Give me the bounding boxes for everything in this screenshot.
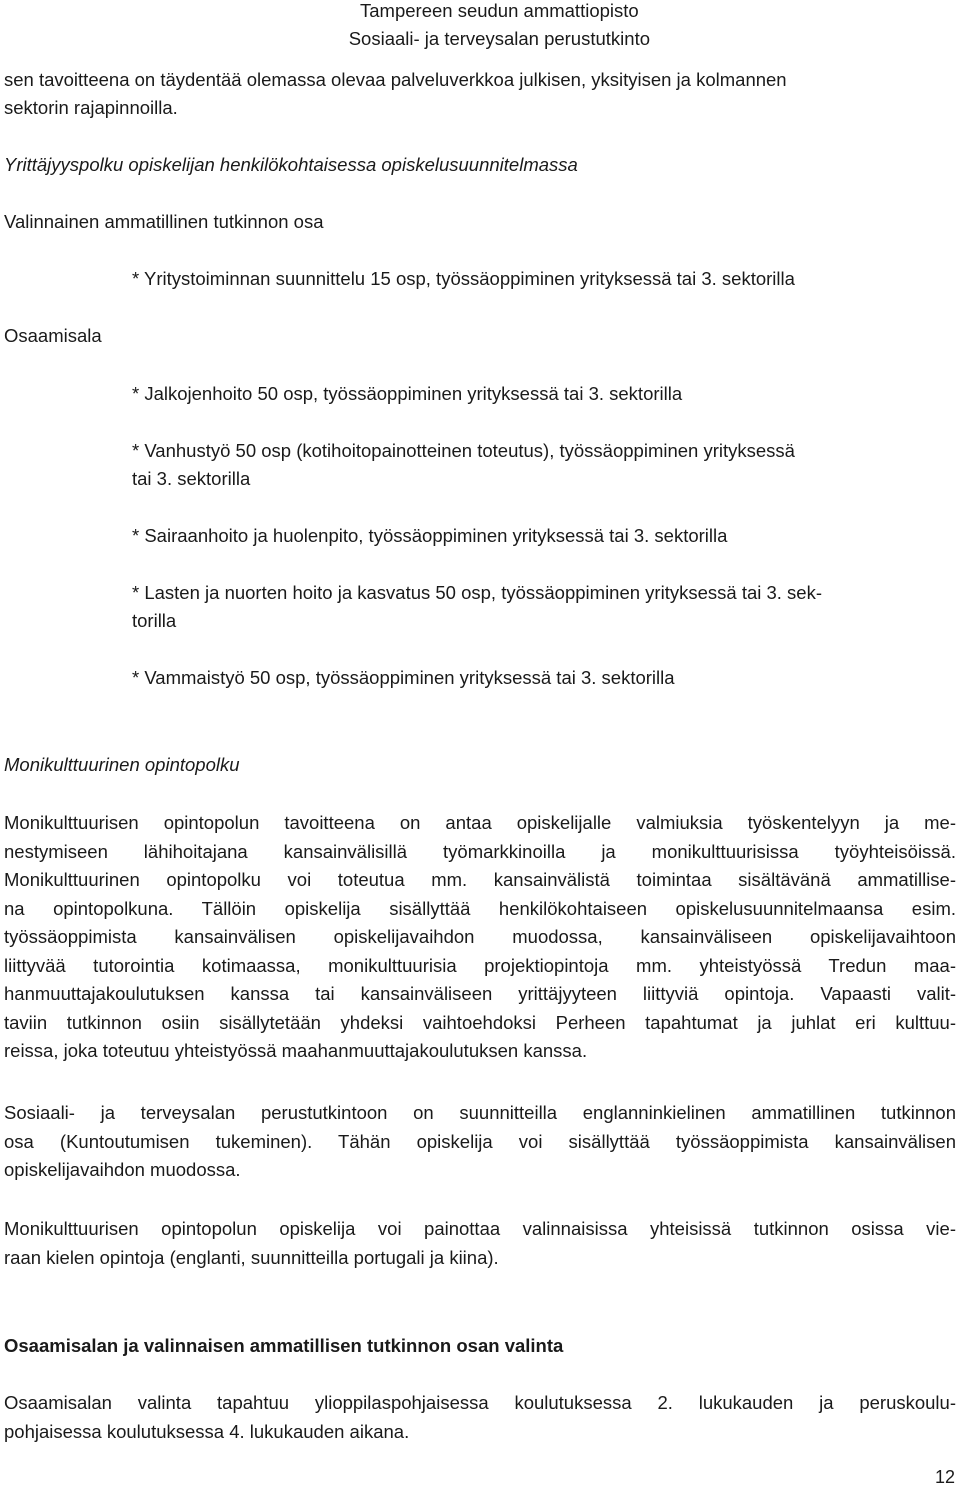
program-item: * Jalkojenhoito 50 osp, työssäoppiminen yrityksessä tai 3. sektorilla [132,383,683,404]
paragraph-line: hanmuuttajakoulutuksen kanssa tai kansainväliseen yrittäjyyteen liittyviä opintoja. Vapaasti valit- [4,983,956,1004]
program-item-continued: tai 3. sektorilla [132,468,251,489]
program-item: * Vanhustyö 50 osp (kotihoitopainotteinen toteutus), työssäoppiminen yrityksessä [132,440,795,461]
paragraph-line: Sosiaali- ja terveysalan perustutkintoon on suunnitteilla englanninkielinen ammatillinen tutkinnon [4,1102,956,1123]
paragraph-line: Monikulttuurisen opintopolun tavoitteena on antaa opiskelijalle valmiuksia työskentelyyn ja me- [4,812,956,833]
intro-line-1: sen tavoitteena on täydentää olemassa olevaa palveluverkkoa julkisen, yksityisen ja kolmannen [4,69,787,90]
selection-heading: Osaamisalan ja valinnaisen ammatillisen tutkinnon osan valinta [4,1335,564,1356]
program-item: * Sairaanhoito ja huolenpito, työssäoppiminen yrityksessä tai 3. sektorilla [132,525,728,546]
optional-unit-item: * Yritystoiminnan suunnittelu 15 osp, työssäoppiminen yrityksessä tai 3. sektorilla [132,268,795,289]
entrepreneur-path-heading: Yrittäjyyspolku opiskelijan henkilökohtaisessa opiskelusuunnitelmassa [4,154,578,175]
selection-paragraph [4,1389,956,1446]
page-number: 12 [934,1467,955,1487]
paragraph-line: osa (Kuntoutumisen tukeminen). Tähän opiskelija voi sisällyttää työssäoppimista kansainvälisen [4,1130,956,1152]
paragraph-line: pohjaisessa koulutuksessa 4. lukukauden aikana. [4,1420,410,1442]
header-school: Tampereen seudun ammattiopisto [360,0,639,21]
paragraph-line: na opintopolkuna. Tällöin opiskelija sisällyttää henkilökohtaiseen opiskelusuunnitelmaansa esim. [4,897,956,919]
paragraph-line: reissa, joka toteutuu yhteistyössä maahanmuuttajakoulutuksen kanssa. [4,1040,588,1061]
program-label: Osaamisala [4,325,102,346]
paragraph-line: nestymiseen lähihoitajana kansainvälisillä työmarkkinoilla ja monikulttuurisissa työyhteisöissä. [4,840,956,862]
multicultural-paragraph-2 [4,1099,956,1185]
paragraph-line: Osaamisalan valinta tapahtuu ylioppilaspohjaisessa koulutuksessa 2. lukukauden ja peruskoulu- [4,1392,956,1413]
paragraph-line: Monikulttuurinen opintopolku voi toteutua mm. kansainvälistä toimintaa sisältävänä ammatillise- [4,869,956,890]
paragraph-line: opiskelijavaihdon muodossa. [4,1159,241,1180]
paragraph-line: raan kielen opintoja (englanti, suunnitteilla portugali ja kiina). [4,1246,499,1268]
program-item: * Lasten ja nuorten hoito ja kasvatus 50 osp, työssäoppiminen yrityksessä tai 3. sek- [132,582,823,603]
paragraph-line: liittyvää tutorointia kotimaassa, monikulttuurisia projektiopintoja mm. yhteistyössä Tredun maa- [4,954,956,976]
optional-unit-label: Valinnainen ammatillinen tutkinnon osa [4,211,324,232]
multicultural-paragraph-3 [4,1215,956,1272]
multicultural-heading: Monikulttuurinen opintopolku [4,754,240,775]
program-item-continued: torilla [132,610,177,631]
program-item: * Vammaistyö 50 osp, työssäoppiminen yrityksessä tai 3. sektorilla [132,667,675,688]
paragraph-line: työssäoppimista kansainvälisen opiskelijavaihdon muodossa, kansainväliseen opiskelijavaihtoon [4,926,956,947]
paragraph-line: taviin tutkinnon osiin sisällytetään yhdeksi vaihtoehdoksi Perheen tapahtumat ja juhlat eri kulttuu- [4,1011,956,1033]
header-degree: Sosiaali- ja terveysalan perustutkinto [348,28,650,49]
multicultural-paragraph-1 [4,809,956,1066]
intro-line-2: sektorin rajapinnoilla. [4,97,178,118]
page-header [349,0,650,53]
paragraph-line: Monikulttuurisen opintopolun opiskelija voi painottaa valinnaisissa yhteisissä tutkinnon osissa vie- [4,1218,956,1239]
